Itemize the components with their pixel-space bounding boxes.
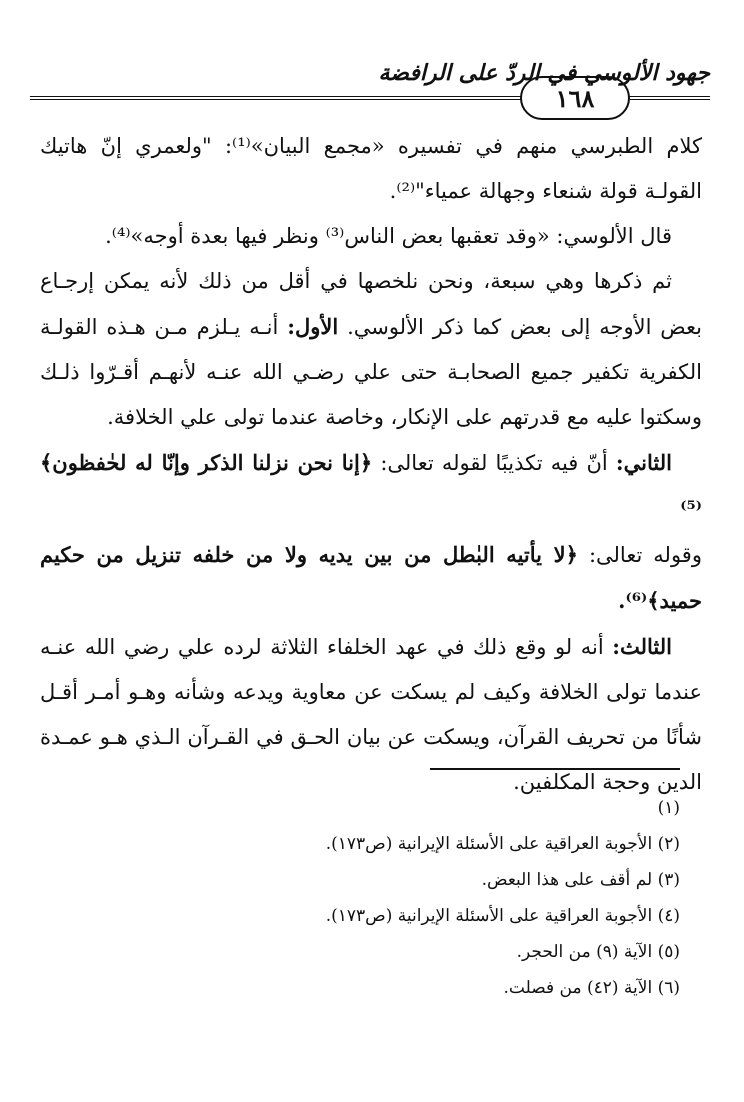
body-text bbox=[40, 124, 702, 805]
quran-verse-hijr: ﴿إنا نحن نزلنا الذكر وإنّا له لحٰفظون﴾⁽⁵⁾ bbox=[40, 450, 702, 521]
footnote-5: (٥) الآية (٩) من الحجر. bbox=[516, 942, 680, 962]
footnote-6: (٦) الآية (٤٢) من فصلت. bbox=[503, 978, 680, 998]
page-header bbox=[30, 58, 710, 118]
running-title: جهود الألوسي في الردّ على الرافضة bbox=[378, 60, 710, 86]
label-third: الثالث: bbox=[612, 634, 672, 659]
paragraph-alusi-quote: قال الألوسي: «وقد تعقبها بعض الناس⁽³⁾ ونظر فيها بعدة أوجه»⁽⁴⁾. bbox=[105, 224, 672, 248]
paragraph-third-point bbox=[40, 624, 702, 805]
paragraph-summary: ثم ذكرها وهي سبعة، ونحن نلخصها في أقل من ذلك لأنه يمكن إرجـاع بعض الأوجه إلى بعض كما ذكر الألوسي. bbox=[40, 269, 702, 339]
footnote-4: (٤) الأجوبة العراقية على الأسئلة الإيرانية (ص١٧٣). bbox=[325, 906, 680, 926]
first-point-text: أنـه يـلزم مـن هـذه القولـة الكفرية تكفير جميع الصحابـة حتى علي رضـي الله عنـه لأنهـم أقـرّوا ذلـك وسكتوا عليه مع قدرتهم على الإنكار، وخاصة عندما تولى علي الخلافة. bbox=[40, 315, 702, 429]
paragraph-tabarsi: كلام الطبرسي منهم في تفسيره «مجمع البيان»⁽¹⁾: "ولعمري إنّ هاتيك القولـة قولة شنعاء وجهالة عمياء"⁽²⁾. bbox=[40, 134, 702, 203]
paragraph-first-point bbox=[40, 259, 702, 440]
label-first: الأول: bbox=[287, 314, 339, 339]
quran-verse-fussilat: ﴿لا يأتيه البٰطل من بين يديه ولا من خلفه تنزيل من حكيم حميد﴾⁽⁶⁾. bbox=[40, 542, 702, 613]
page-number: ١٦٨ bbox=[520, 76, 630, 120]
label-second: الثاني: bbox=[615, 450, 672, 475]
third-point-text: أنه لو وقع ذلك في عهد الخلفاء الثلاثة لرده علي رضي الله عنـه عندما تولى الخلافة وكيف لم يسكت عن معاوية ويدعه وشأنه وهـو أمـر أقـل شأنًا من تحريف القرآن، ويسكت عن بيان الحـق في القـرآن الـذي هـو عمـدة الدين وحجة المكلفين. bbox=[40, 635, 702, 794]
footnotes bbox=[300, 790, 680, 1006]
footnote-1: (١) bbox=[657, 798, 680, 818]
paragraph-second-point bbox=[40, 440, 702, 532]
paragraph-second-verse bbox=[40, 532, 702, 624]
footnote-separator bbox=[430, 768, 680, 770]
second-point-text: أنّ فيه تكذيبًا لقوله تعالى: bbox=[380, 451, 608, 475]
footnote-2: (٢) الأجوبة العراقية على الأسئلة الإيرانية (ص١٧٣). bbox=[325, 834, 680, 854]
second-verse-intro: وقوله تعالى: bbox=[588, 543, 702, 567]
footnote-3: (٣) لم أقف على هذا البعض. bbox=[481, 870, 680, 890]
